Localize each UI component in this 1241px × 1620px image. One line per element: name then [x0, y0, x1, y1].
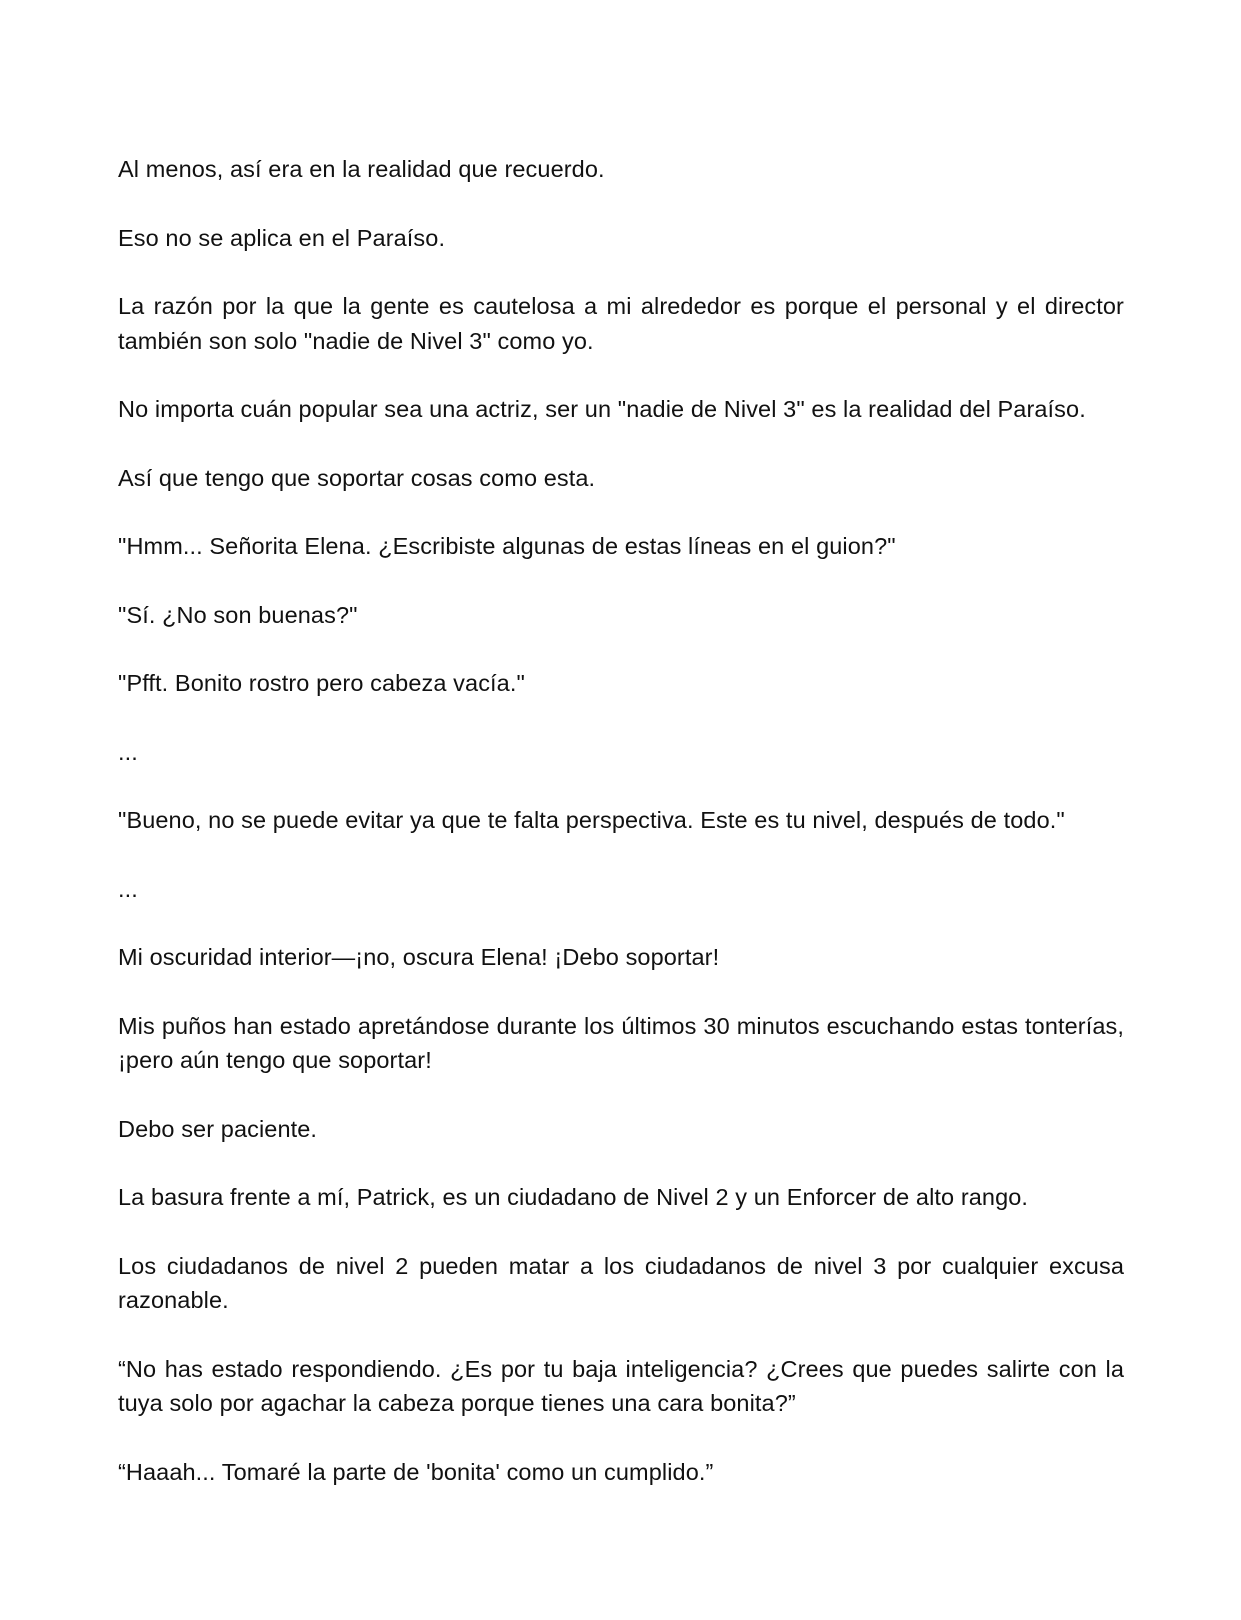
paragraph: No importa cuán popular sea una actriz, ser un "nadie de Nivel 3" es la realidad del Paraíso.: [118, 396, 1086, 422]
dialogue-line: “Haaah... Tomaré la parte de 'bonita' como un cumplido.”: [118, 1458, 714, 1485]
paragraph: Eso no se aplica en el Paraíso.: [118, 224, 446, 251]
paragraph: Mis puños han estado apretándose durante los últimos 30 minutos escuchando estas tonterías, ¡pero aún tengo que soportar!: [118, 1012, 1124, 1073]
paragraph: Así que tengo que soportar cosas como esta.: [118, 464, 596, 491]
paragraph: Mi oscuridad interior—¡no, oscura Elena! ¡Debo soportar!: [118, 944, 720, 970]
dialogue-line: "Hmm... Señorita Elena. ¿Escribiste algunas de estas líneas en el guion?": [118, 533, 896, 559]
paragraph: La razón por la que la gente es cautelosa a mi alrededor es porque el personal y el director también son solo "nadie de Nivel 3" como yo.: [118, 293, 1124, 354]
dialogue-line: "Sí. ¿No son buenas?": [118, 601, 358, 628]
paragraph: Debo ser paciente.: [118, 1115, 318, 1142]
dialogue-line: "Bueno, no se puede evitar ya que te falta perspectiva. Este es tu nivel, después de todo.": [118, 807, 1065, 833]
paragraph: La basura frente a mí, Patrick, es un ciudadano de Nivel 2 y un Enforcer de alto rango.: [118, 1184, 1029, 1210]
dialogue-line: "Pfft. Bonito rostro pero cabeza vacía.": [118, 670, 525, 696]
paragraph: Los ciudadanos de nivel 2 pueden matar a los ciudadanos de nivel 3 por cualquier excusa razonable.: [118, 1252, 1124, 1313]
body-text: [118, 152, 1124, 1523]
ellipsis-line: ...: [118, 875, 138, 902]
paragraph: Al menos, así era en la realidad que recuerdo.: [118, 156, 605, 182]
ellipsis-line: ...: [118, 738, 138, 765]
dialogue-line: “No has estado respondiendo. ¿Es por tu baja inteligencia? ¿Crees que puedes salirte con la tuya solo por agachar la cabeza porque tienes una cara bonita?”: [118, 1355, 1124, 1416]
